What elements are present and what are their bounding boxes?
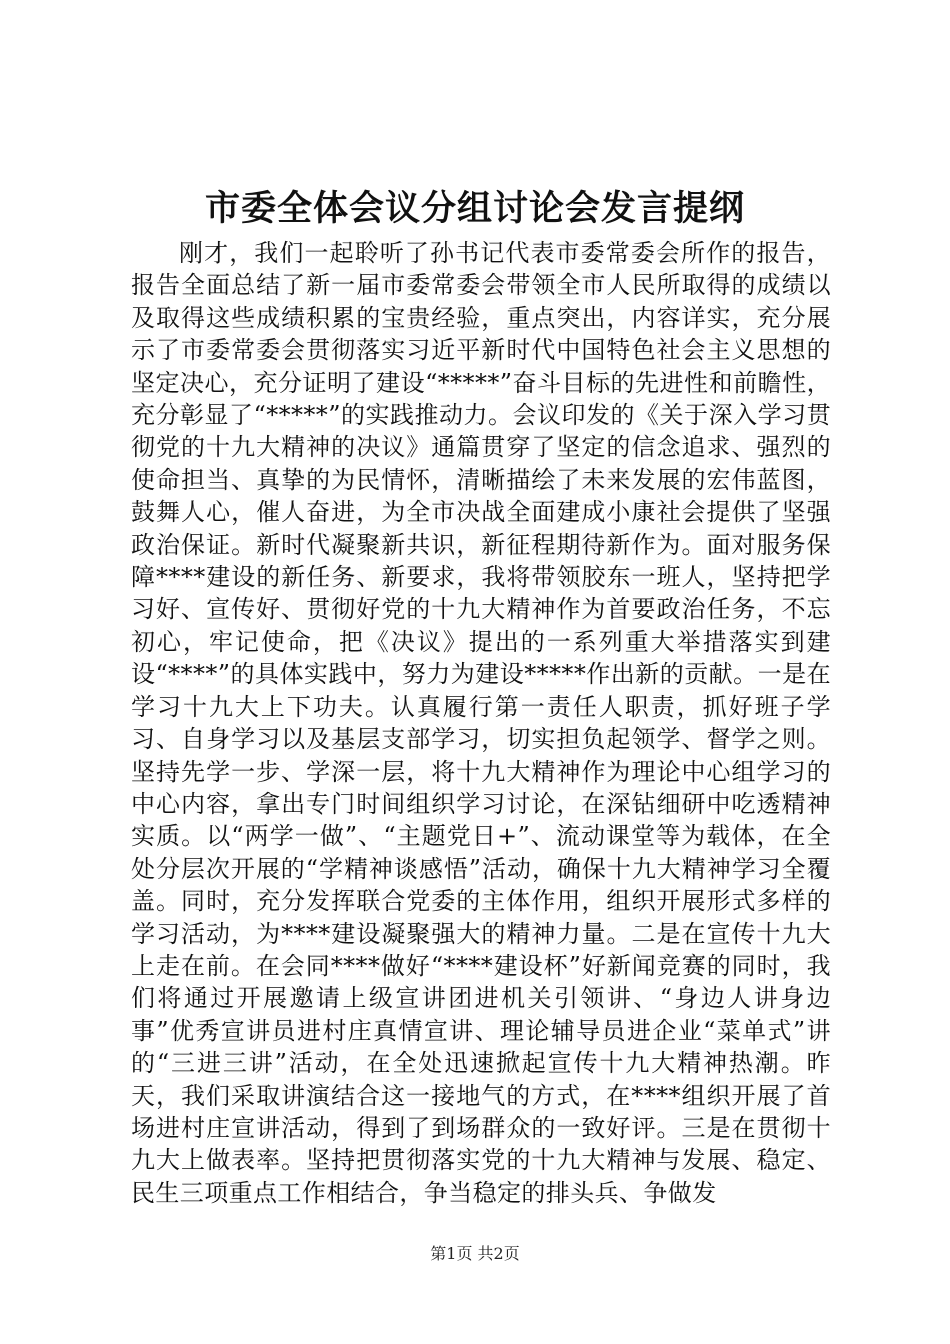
document-title: 市委全体会议分组讨论会发言提纲	[204, 188, 745, 229]
body-paragraph: 刚才，我们一起聆听了孙书记代表市委常委会所作的报告，报告全面总结了新一届市委常委会带领全市人民所取得的成绩以及取得这些成绩积累的宝贵经验，重点突出，内容详实，充分展示了市委常委会贯彻落实习近平新时代中国特色社会主义思想的坚定决心，充分证明了建设“*****”奋斗目标的先进性和前瞻性，充分彰显了“*****”的实践推动力。会议印发的《关于深入学习贯彻党的十九大精神的决议》通篇贯穿了坚定的信念追求、强烈的使命担当、真挚的为民情怀，清晰描绘了未来发展的宏伟蓝图，鼓舞人心，催人奋进，为全市决战全面建成小康社会提供了坚强政治保证。新时代凝聚新共识，新征程期待新作为。面对服务保障****建设的新任务、新要求，我将带领胶东一班人，坚持把学习好、宣传好、贯彻好党的十九大精神作为首要政治任务，不忘初心，牢记使命，把《决议》提出的一系列重大举措落实到建设“****”的具体实践中，努力为建设*****作出新的贡献。一是在学习十九大上下功夫。认真履行第一责任人职责，抓好班子学习、自身学习以及基层支部学习，切实担负起领学、督学之则。坚持先学一步、学深一层，将十九大精神作为理论中心组学习的中心内容，拿出专门时间组织学习讨论，在深钻细研中吃透精神实质。以“两学一做”、“主题党日+”、流动课堂等为载体，在全处分层次开展的“学精神谈感悟”活动，确保十九大精神学习全覆盖。同时，充分发挥联合党委的主体作用，组织开展形式多样的学习活动，为****建设凝聚强大的精神力量。二是在宣传十九大上走在前。在会同****做好“****建设杯”好新闻竞赛的同时，我们将通过开展邀请上级宣讲团进机关引领讲、“身边人讲身边事”优秀宣讲员进村庄真情宣讲、理论辅导员进企业“菜单式”讲的“三进三讲”活动，在全处迅速掀起宣传十九大精神热潮。昨天，我们采取讲演结合这一接地气的方式，在****组织开展了首场进村庄宣讲活动，得到了到场群众的一致好评。三是在贯彻十九大上做表率。坚持把贯彻落实党的十九大精神与发展、稳定、民生三项重点工作相结合，争当稳定的排头兵、争做发	[131, 239, 831, 1207]
page-number: 第1页 共2页	[430, 1244, 520, 1263]
